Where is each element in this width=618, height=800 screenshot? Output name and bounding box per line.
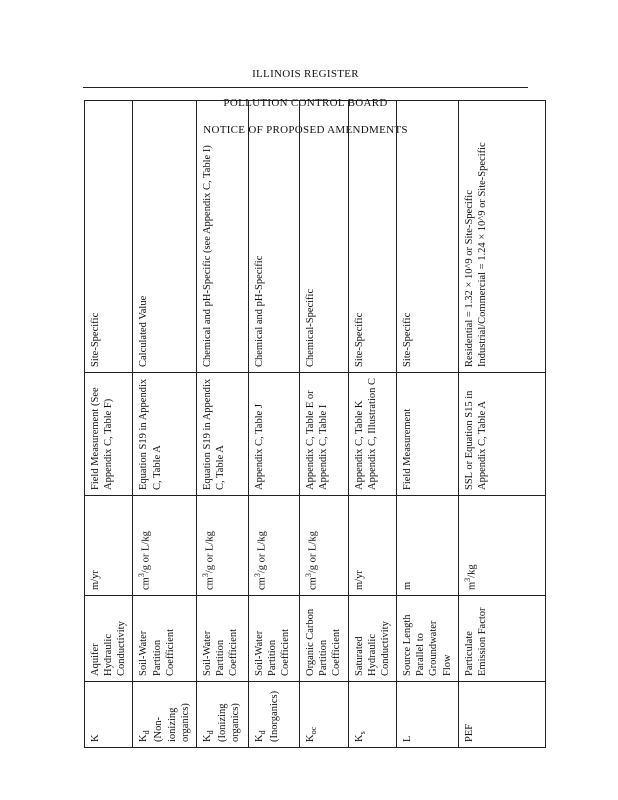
symbol-cell: $K_d$ (Non-ionizing organics) xyxy=(133,682,196,748)
board-name: POLLUTION CONTROL BOARD xyxy=(223,97,388,109)
units-cell: $cm^3/g$ or L/kg xyxy=(299,496,348,596)
symbol-cell: $K_{oc}$ xyxy=(299,682,348,748)
value-cell: Site-Specific xyxy=(85,101,133,373)
symbol-cell: $K_d$ (Ionizing organics) xyxy=(196,682,248,748)
value-cell: Chemical and pH-Specific (see Appendix C, Table I) xyxy=(196,101,248,373)
table-row xyxy=(458,101,545,748)
table-row xyxy=(196,101,248,748)
units-cell: m xyxy=(397,496,459,596)
definition-cell: Saturated Hydraulic Conductivity xyxy=(348,596,396,682)
table-row xyxy=(299,101,348,748)
value-cell: Site-Specific xyxy=(397,101,459,373)
source-cell: Equation S19 in Appendix C, Table A xyxy=(196,373,248,496)
definition-cell: Soil-Water Partition Coefficient xyxy=(248,596,299,682)
source-cell: Field Measurement (See Appendix C, Table F) xyxy=(85,373,133,496)
units-cell: $cm^3/g$ or L/kg xyxy=(248,496,299,596)
source-cell: Appendix C, Table E or Appendix C, Table I xyxy=(299,373,348,496)
value-cell: Site-Specific xyxy=(348,101,396,373)
parameter-table-rotated xyxy=(84,101,524,748)
definition-cell: Soil-Water Partition Coefficient xyxy=(133,596,196,682)
value-cell: Residential = 1.32 × 10^9 or Site-Specific Industrial/Commercial = 1.24 × 10^9 or Site-Specific xyxy=(458,101,545,373)
source-cell: Field Measurement xyxy=(397,373,459,496)
units-cell: $cm^3/g$ or L/kg xyxy=(196,496,248,596)
source-cell: Appendix C, Table K Appendix C, Illustration C xyxy=(348,373,396,496)
symbol-cell: L xyxy=(397,682,459,748)
table-row xyxy=(133,101,196,748)
definition-cell: Organic Carbon Partition Coefficient xyxy=(299,596,348,682)
header-rule xyxy=(83,87,528,88)
value-cell: Chemical and pH-Specific xyxy=(248,101,299,373)
table-row xyxy=(348,101,396,748)
source-cell: Equation S19 in Appendix C, Table A xyxy=(133,373,196,496)
notice-title: NOTICE OF PROPOSED AMENDMENTS xyxy=(203,124,408,136)
units-cell: $m^3/kg$ xyxy=(458,496,545,596)
symbol-cell: $K_d$ (Inorganics) xyxy=(248,682,299,748)
register-title: ILLINOIS REGISTER xyxy=(252,68,359,80)
definition-cell: Source Length Parallel to Groundwater Flow xyxy=(397,596,459,682)
source-cell: SSL or Equation S15 in Appendix C, Table A xyxy=(458,373,545,496)
definition-cell: Aquifer Hydraulic Conductivity xyxy=(85,596,133,682)
units-cell: m/yr xyxy=(85,496,133,596)
definition-cell: Particulate Emission Factor xyxy=(458,596,545,682)
symbol-cell: $K_s$ xyxy=(348,682,396,748)
table-row xyxy=(85,101,133,748)
symbol-cell: PEF xyxy=(458,682,545,748)
table-row xyxy=(248,101,299,748)
parameter-table xyxy=(84,100,546,748)
value-cell: Calculated Value xyxy=(133,101,196,373)
value-cell: Chemical-Specific xyxy=(299,101,348,373)
symbol-cell: K xyxy=(85,682,133,748)
units-cell: m/yr xyxy=(348,496,396,596)
table-row xyxy=(397,101,459,748)
definition-cell: Soil-Water Partition Coefficient xyxy=(196,596,248,682)
units-cell: $cm^3/g$ or L/kg xyxy=(133,496,196,596)
source-cell: Appendix C, Table J xyxy=(248,373,299,496)
